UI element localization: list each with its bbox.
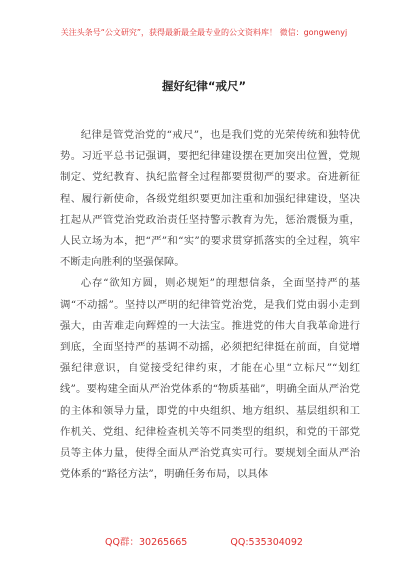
qq-contact-text: QQ:535304092 [230, 537, 303, 548]
document-title: 握好纪律“戒尺” [161, 79, 247, 93]
paragraph: 纪律是管党治党的“戒尺”，也是我们党的光荣传统和独特优势。习近平总书记强调，要把纪律建设摆在更加突出位置，党规制定、党纪教育、执纪监督全过程都要贯彻严的要求。奋进新征程、履行新使命，各级党组织要更加注重和加强纪律建设，坚决扛起从严管党治党政治责任坚持警示教育为先，惩治震慑为重，人民立场为本，把“严”和“实”的要求贯穿抓落实的全过程，筑牢不断走向胜利的坚强保障。 [60, 129, 360, 269]
promo-banner: 关注头条号“公文研究”，获得最新最全最专业的公文资料库！ 微信：gongwenyj [60, 28, 348, 37]
document-body [60, 125, 360, 485]
qq-group-text: QQ群：30265665 [105, 537, 188, 548]
paragraph: 心存“欲知方圆，则必规矩”的理想信条，全面坚持严的基调“不动摇”。坚持以严明的纪律管党治党，是我们党由弱小走到强大，由苦难走向辉煌的一大法宝。推进党的伟大自我革命进行到底，全面坚持严的基调不动摇，必须把纪律挺在前面，自觉增强纪律意识，自觉接受纪律约束，才能在心里“立标尺”“划红线”。要构建全面从严治党体系的“物质基础”，明确全面从严治党的主体和领导力量，即党的中央组织、地方组织、基层组织和工作机关、党组、纪律检查机关等不同类型的组织，和党的干部党员等主体力量，使得全面从严治党真实可行。要规划全面从严治党体系的“路径方法”，明确任务布局，以具体 [60, 277, 360, 481]
contact-footer [0, 534, 408, 548]
